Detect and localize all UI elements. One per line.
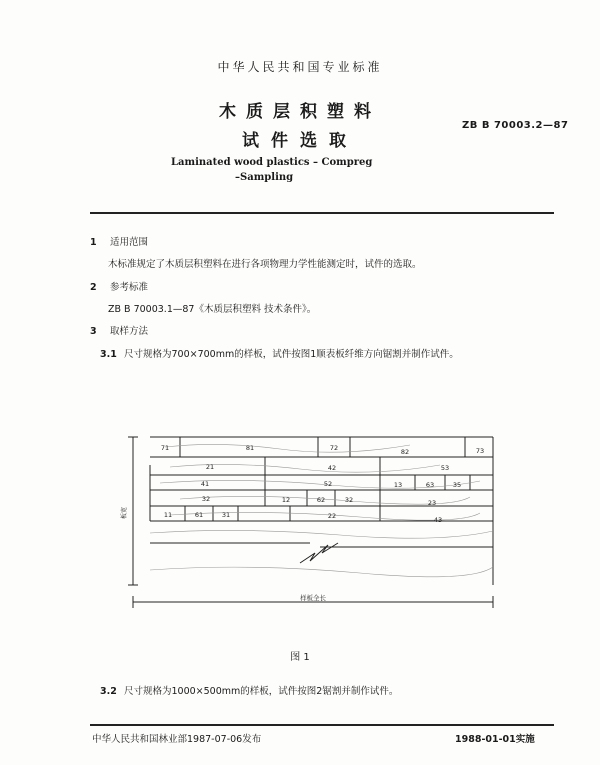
piece-label: 73 <box>475 447 485 455</box>
piece-label: 13 <box>393 481 403 489</box>
piece-label: 11 <box>163 511 173 519</box>
piece-label: 22 <box>327 512 337 520</box>
clause-3-2: 3.2 尺寸规格为1000×500mm的样板，试件按图2锯割并制作试件。 <box>100 686 399 697</box>
piece-label: 41 <box>200 480 210 488</box>
piece-label: 32 <box>201 495 211 503</box>
effective-date: 1988-01-01实施 <box>455 734 535 745</box>
clause-3-1: 3.1 尺寸规格为700×700mm的样板，试件按图1顺表板纤维方向锯割并制作试件。 <box>100 349 459 360</box>
english-title-line-2: –Sampling <box>235 172 294 183</box>
piece-label: 31 <box>221 511 231 519</box>
piece-label: 81 <box>245 444 255 452</box>
bottom-rule <box>90 724 554 726</box>
piece-label: 42 <box>327 464 337 472</box>
piece-label: 63 <box>425 481 435 489</box>
piece-label: 12 <box>281 496 291 504</box>
section-1-heading: 1 适用范围 <box>90 237 149 248</box>
piece-label: 23 <box>427 499 437 507</box>
title-line-2: 试件选取 <box>242 131 358 151</box>
piece-label: 61 <box>194 511 204 519</box>
width-label: 板宽 <box>121 506 128 520</box>
english-title-line-1: Laminated wood plastics – Compreg <box>171 157 373 168</box>
section-2-heading: 2 参考标准 <box>90 282 149 293</box>
piece-label: 71 <box>160 444 170 452</box>
piece-label: 43 <box>433 516 443 524</box>
piece-label: 62 <box>316 496 326 504</box>
figure-1-caption: 图 1 <box>290 652 310 663</box>
piece-label: 35 <box>452 481 462 489</box>
title-line-1: 木质层积塑料 <box>219 102 381 122</box>
top-rule <box>90 212 554 214</box>
section-3-heading: 3 取样方法 <box>90 326 149 337</box>
section-2-body: ZB B 70003.1—87《木质层积塑料 技术条件》。 <box>108 304 317 315</box>
piece-label: 52 <box>323 480 333 488</box>
piece-label: 32 <box>344 496 354 504</box>
section-1-body: 木标准规定了木质层积塑料在进行各项物理力学性能测定时，试件的选取。 <box>108 259 422 270</box>
standard-header: 中华人民共和国专业标准 <box>217 60 383 74</box>
piece-label: 82 <box>400 448 410 456</box>
piece-label: 53 <box>440 464 450 472</box>
issue-date: 中华人民共和国林业部1987-07-06发布 <box>92 734 262 745</box>
length-label: 样板全长 <box>300 594 326 602</box>
standard-code: ZB B 70003.2—87 <box>462 120 569 131</box>
figure-1-diagram <box>110 425 510 625</box>
piece-label: 21 <box>205 463 215 471</box>
piece-label: 72 <box>329 444 339 452</box>
